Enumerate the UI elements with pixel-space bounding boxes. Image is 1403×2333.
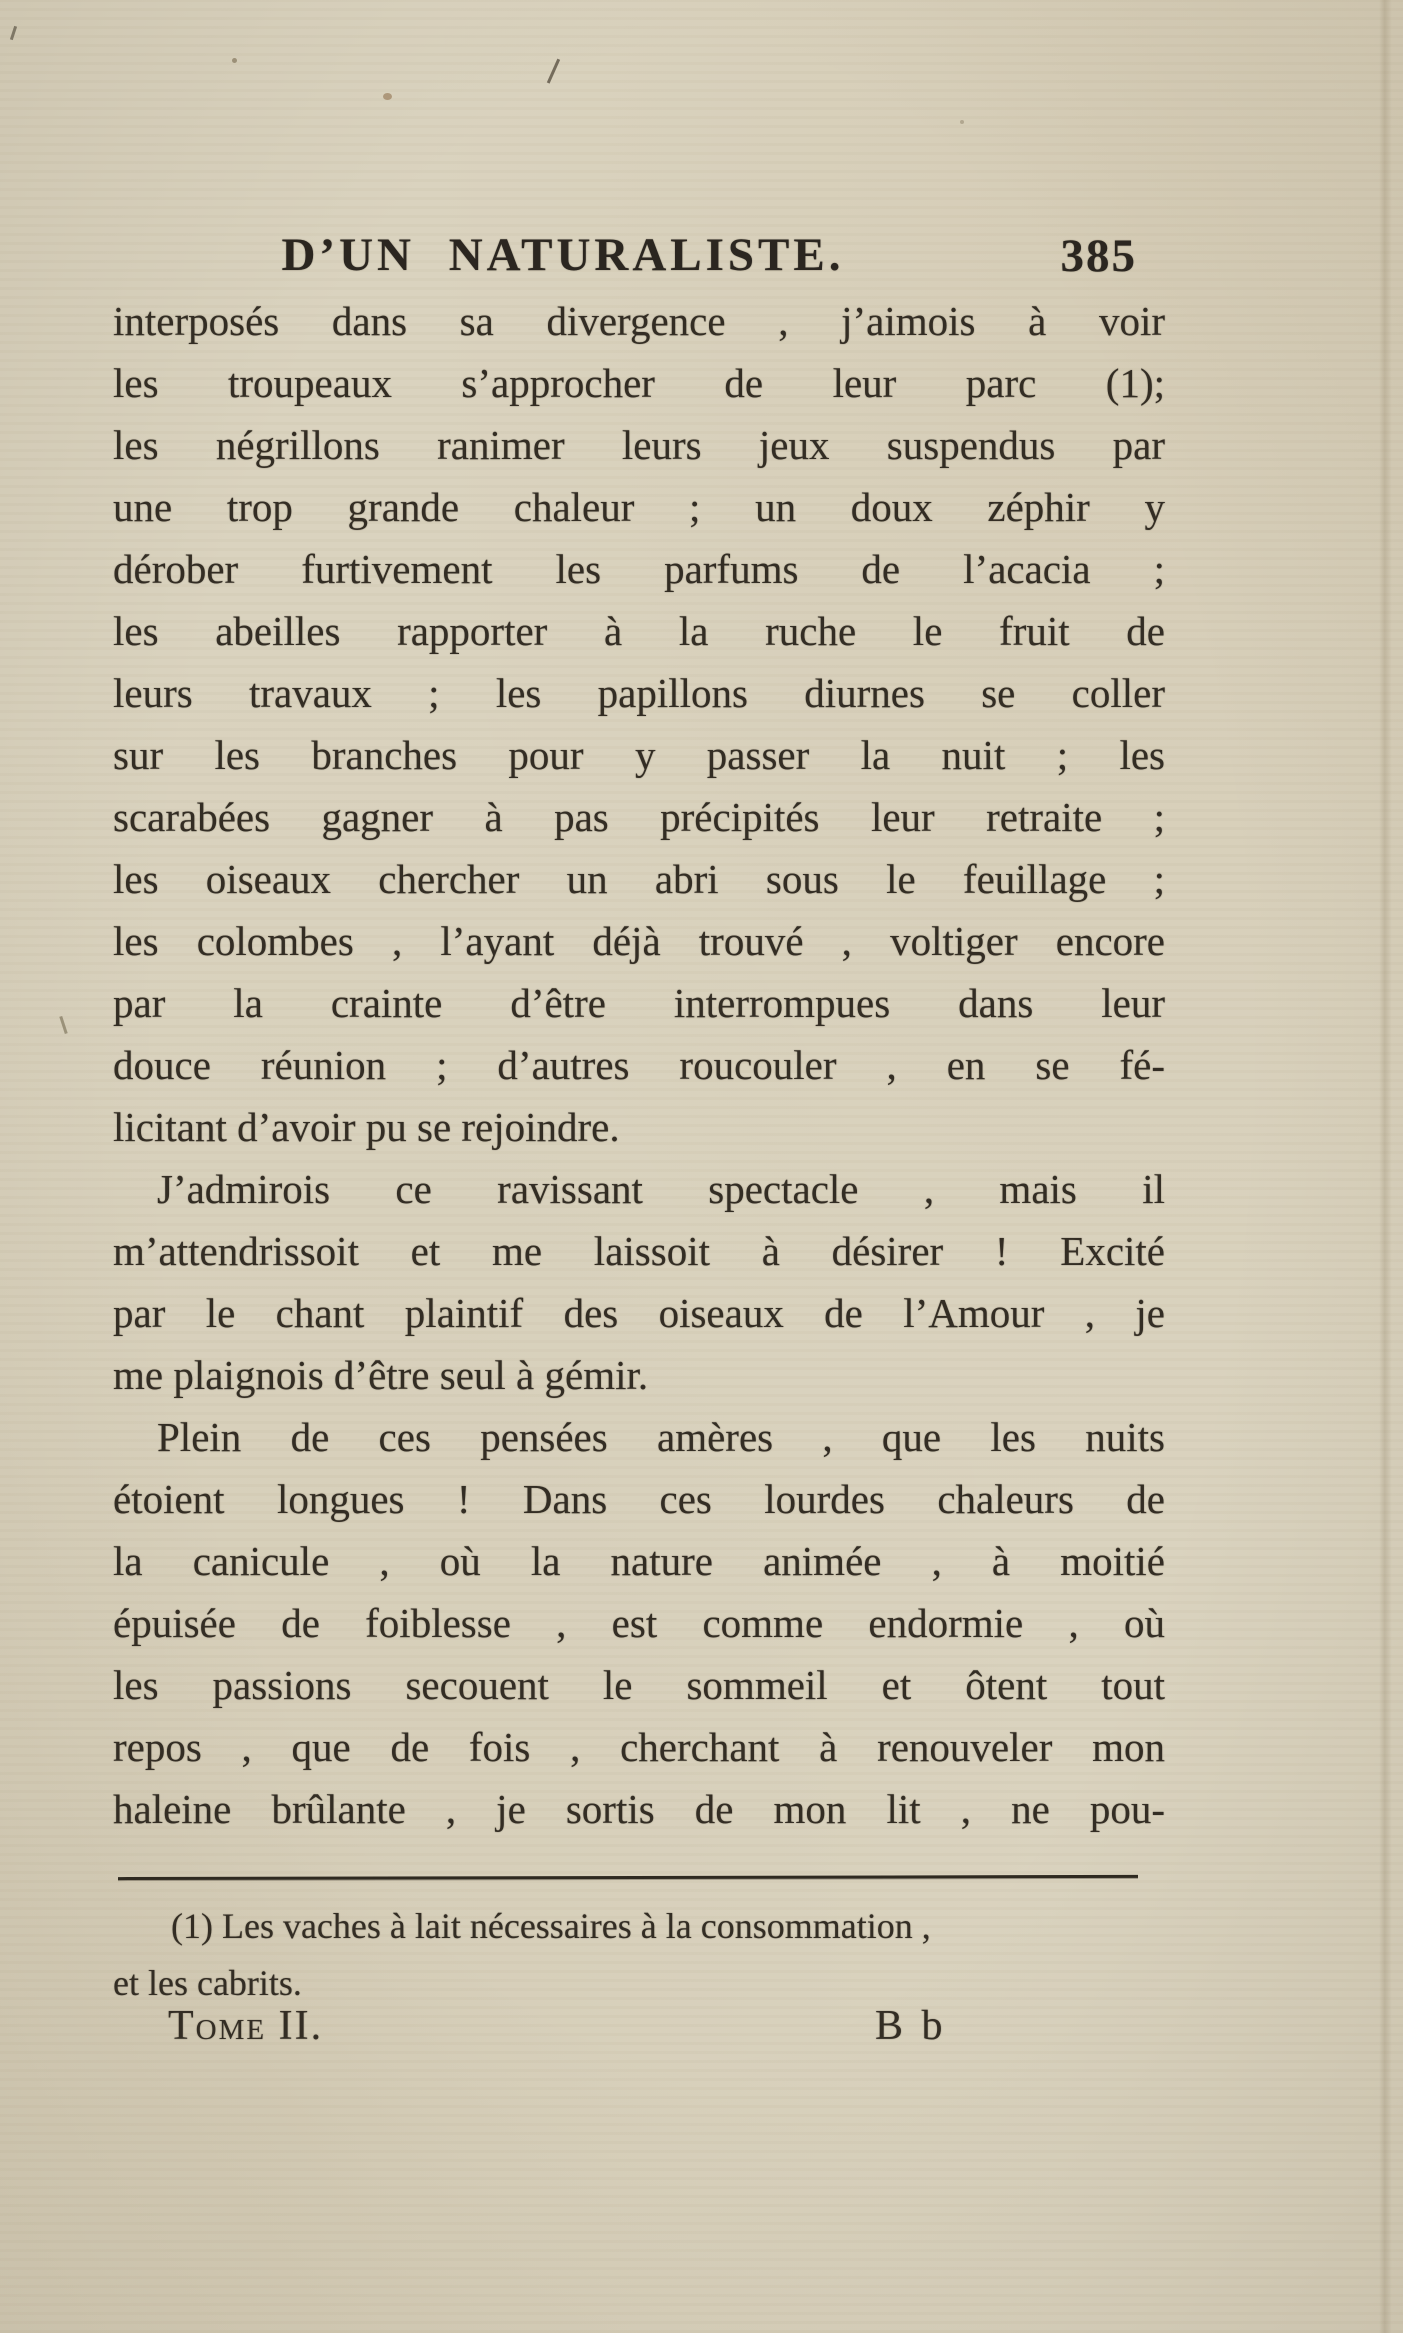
text-line: douce réunion ; d’autres roucouler , en se fé- xyxy=(113,1042,1165,1088)
footnote xyxy=(113,1898,1163,2012)
running-title: D’UN NATURALISTE. xyxy=(281,229,845,281)
footnote-divider xyxy=(118,1875,1138,1880)
text-line: repos , que de fois , cherchant à renouveler mon xyxy=(113,1724,1165,1770)
text-line: les abeilles rapporter à la ruche le fruit de xyxy=(113,608,1165,654)
text-line: dérober furtivement les parfums de l’acacia ; xyxy=(113,546,1165,592)
ink-speck xyxy=(10,26,17,40)
text-line: les négrillons ranimer leurs jeux suspendus par xyxy=(113,422,1165,468)
text-line: les passions secouent le sommeil et ôtent tout xyxy=(113,1662,1165,1708)
body-text xyxy=(113,290,1165,1840)
text-line: J’admirois ce ravissant spectacle , mais il xyxy=(157,1166,1165,1212)
page-header xyxy=(113,228,1163,288)
text-line: sur les branches pour y passer la nuit ; les xyxy=(113,732,1165,778)
text-line: leurs travaux ; les papillons diurnes se coller xyxy=(113,670,1165,716)
text-line: par le chant plaintif des oiseaux de l’Amour , je xyxy=(113,1290,1165,1336)
text-line: par la crainte d’être interrompues dans leur xyxy=(113,980,1165,1026)
text-line: haleine brûlante , je sortis de mon lit , ne pou- xyxy=(113,1786,1165,1832)
text-line: une trop grande chaleur ; un doux zéphir y xyxy=(113,484,1165,530)
page-number: 385 xyxy=(1060,230,1137,282)
ink-speck xyxy=(960,120,964,124)
volume-label: Tome II. xyxy=(168,2003,324,2049)
footnote-line: (1) Les vaches à lait nécessaires à la consommation , xyxy=(171,1906,931,1946)
text-line: interposés dans sa divergence , j’aimois à voir xyxy=(113,298,1165,344)
ink-speck xyxy=(547,59,560,84)
text-line: licitant d’avoir pu se rejoindre. xyxy=(113,1104,620,1150)
ink-speck xyxy=(383,93,392,100)
text-line: la canicule , où la nature animée , à moitié xyxy=(113,1538,1165,1584)
footnote-line: et les cabrits. xyxy=(113,1963,302,2003)
ink-speck xyxy=(232,58,237,63)
signature-mark: B b xyxy=(875,2003,947,2049)
text-line: scarabées gagner à pas précipités leur retraite ; xyxy=(113,794,1165,840)
text-line: les troupeaux s’approcher de leur parc (1); xyxy=(113,360,1165,406)
text-line: les colombes , l’ayant déjà trouvé , voltiger encore xyxy=(113,918,1165,964)
text-line: Plein de ces pensées amères , que les nuits xyxy=(157,1414,1165,1460)
text-line: m’attendrissoit et me laissoit à désirer ! Excité xyxy=(113,1228,1165,1274)
text-line: me plaignois d’être seul à gémir. xyxy=(113,1352,649,1398)
ink-speck xyxy=(59,1016,67,1034)
text-line: étoient longues ! Dans ces lourdes chaleurs de xyxy=(113,1476,1165,1522)
page-footer xyxy=(113,2002,1163,2056)
text-line: épuisée de foiblesse , est comme endormie , où xyxy=(113,1600,1165,1646)
text-line: les oiseaux chercher un abri sous le feuillage ; xyxy=(113,856,1165,902)
